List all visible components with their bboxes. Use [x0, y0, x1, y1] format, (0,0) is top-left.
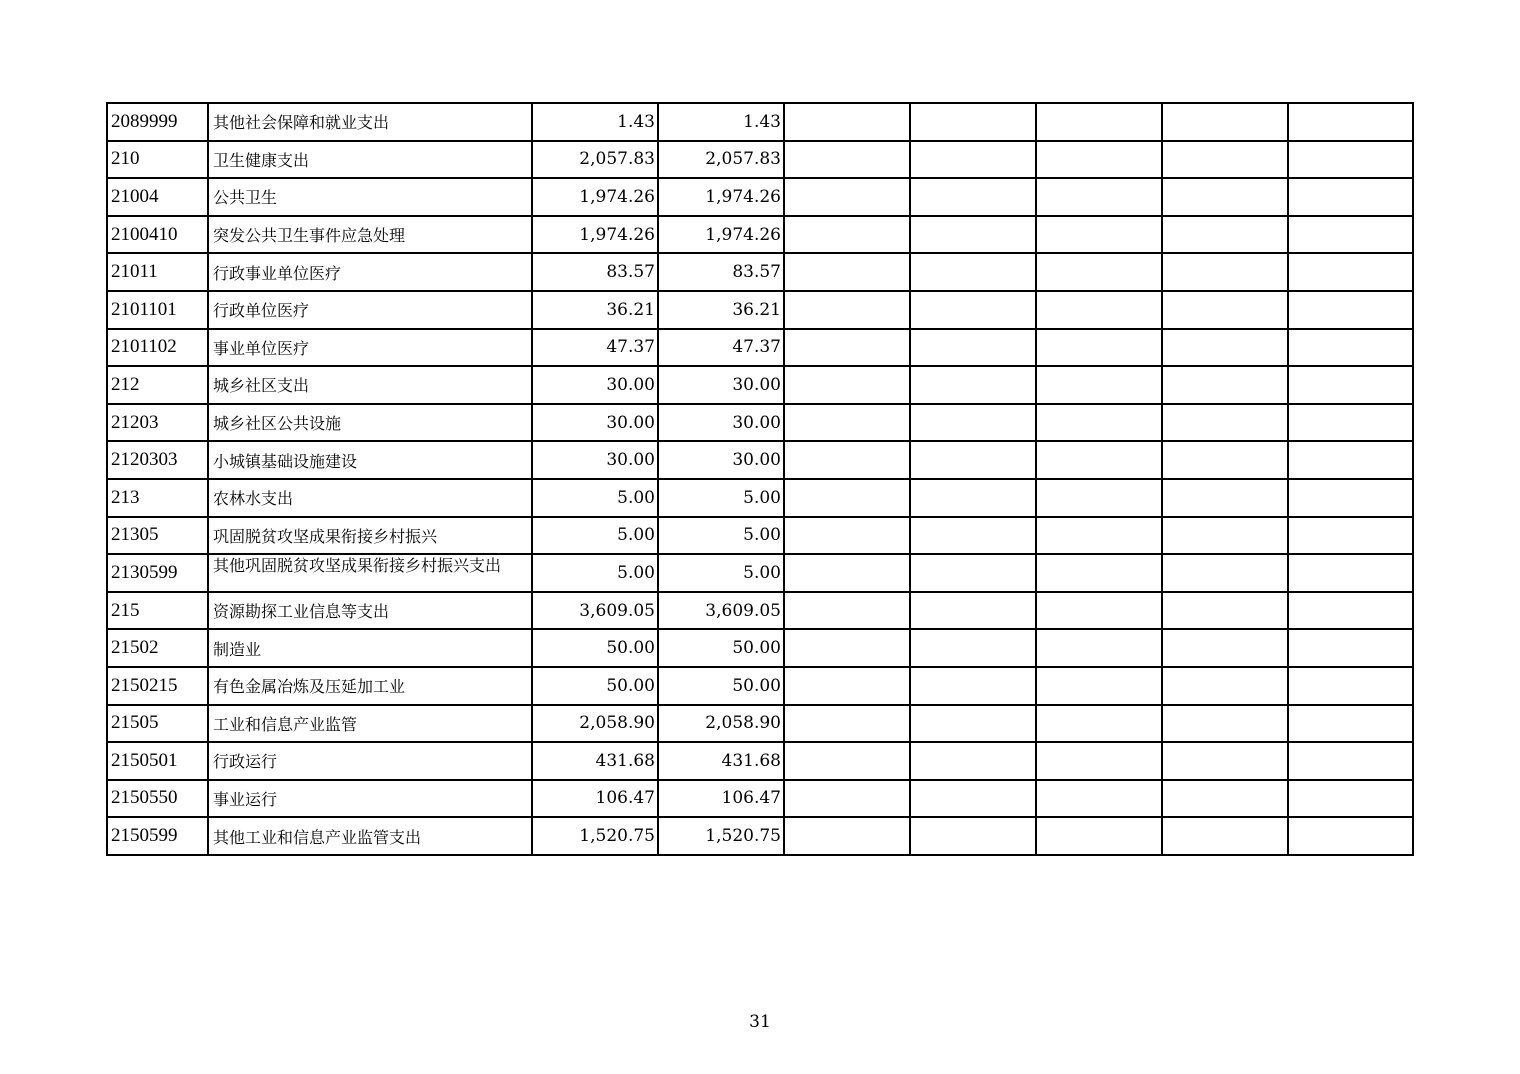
amount-cell [784, 329, 910, 367]
amount-cell [1288, 366, 1413, 404]
budget-table [106, 102, 1414, 856]
table-row [107, 253, 1413, 291]
subject-code-cell: 2150501 [107, 742, 208, 780]
amount-cell: 83.57 [532, 253, 658, 291]
amount-cell [784, 592, 910, 630]
amount-cell [1288, 705, 1413, 743]
amount-cell [910, 554, 1036, 592]
subject-name-cell: 突发公共卫生事件应急处理 [208, 216, 532, 254]
amount-cell [1036, 329, 1162, 367]
amount-cell [1036, 629, 1162, 667]
amount-cell [1288, 291, 1413, 329]
amount-cell [1162, 441, 1288, 479]
subject-code-cell: 2150599 [107, 817, 208, 855]
amount-cell [1162, 629, 1288, 667]
amount-cell: 106.47 [532, 780, 658, 818]
amount-cell [784, 141, 910, 179]
amount-cell [1036, 253, 1162, 291]
amount-cell [1036, 705, 1162, 743]
amount-cell: 30.00 [532, 441, 658, 479]
amount-cell [1036, 103, 1162, 141]
subject-name-cell: 行政单位医疗 [208, 291, 532, 329]
subject-name-cell: 其他工业和信息产业监管支出 [208, 817, 532, 855]
amount-cell: 2,057.83 [658, 141, 784, 179]
subject-code-cell: 21011 [107, 253, 208, 291]
table-row [107, 517, 1413, 555]
amount-cell [910, 178, 1036, 216]
amount-cell: 30.00 [658, 366, 784, 404]
amount-cell [1036, 479, 1162, 517]
amount-cell [1288, 554, 1413, 592]
subject-name-cell: 城乡社区公共设施 [208, 404, 532, 442]
amount-cell: 2,058.90 [658, 705, 784, 743]
table-row [107, 592, 1413, 630]
amount-cell [910, 141, 1036, 179]
amount-cell [910, 103, 1036, 141]
amount-cell [1162, 817, 1288, 855]
subject-name-cell: 事业单位医疗 [208, 329, 532, 367]
amount-cell: 36.21 [532, 291, 658, 329]
subject-name-cell: 其他社会保障和就业支出 [208, 103, 532, 141]
amount-cell [1162, 404, 1288, 442]
amount-cell [1288, 441, 1413, 479]
amount-cell [1162, 216, 1288, 254]
amount-cell: 50.00 [658, 629, 784, 667]
subject-code-cell: 2101101 [107, 291, 208, 329]
subject-code-cell: 21502 [107, 629, 208, 667]
subject-code-cell: 212 [107, 366, 208, 404]
amount-cell [1288, 329, 1413, 367]
amount-cell [910, 667, 1036, 705]
amount-cell [910, 705, 1036, 743]
amount-cell [784, 103, 910, 141]
amount-cell: 1,974.26 [532, 216, 658, 254]
amount-cell: 1.43 [532, 103, 658, 141]
amount-cell: 2,058.90 [532, 705, 658, 743]
amount-cell: 50.00 [532, 667, 658, 705]
amount-cell: 83.57 [658, 253, 784, 291]
amount-cell: 5.00 [658, 479, 784, 517]
amount-cell [1162, 705, 1288, 743]
amount-cell [1036, 291, 1162, 329]
amount-cell [784, 441, 910, 479]
amount-cell [784, 667, 910, 705]
amount-cell [1162, 291, 1288, 329]
amount-cell [784, 517, 910, 555]
amount-cell [784, 817, 910, 855]
table-row [107, 780, 1413, 818]
amount-cell [1288, 667, 1413, 705]
subject-name-cell: 其他巩固脱贫攻坚成果衔接乡村振兴支出 [208, 554, 532, 592]
subject-code-cell: 215 [107, 592, 208, 630]
table-row [107, 817, 1413, 855]
subject-name-cell: 行政运行 [208, 742, 532, 780]
amount-cell [1036, 742, 1162, 780]
table-row [107, 554, 1413, 592]
amount-cell [784, 366, 910, 404]
amount-cell [910, 629, 1036, 667]
amount-cell [1288, 253, 1413, 291]
amount-cell [1162, 554, 1288, 592]
amount-cell: 47.37 [532, 329, 658, 367]
amount-cell: 5.00 [658, 554, 784, 592]
amount-cell [784, 216, 910, 254]
amount-cell: 1,974.26 [532, 178, 658, 216]
amount-cell [910, 329, 1036, 367]
table-row [107, 216, 1413, 254]
amount-cell [784, 479, 910, 517]
page-number: 31 [749, 1012, 771, 1032]
amount-cell: 30.00 [532, 404, 658, 442]
amount-cell [1288, 178, 1413, 216]
subject-name-cell: 事业运行 [208, 780, 532, 818]
table-body [107, 103, 1413, 855]
amount-cell [784, 780, 910, 818]
amount-cell [1162, 479, 1288, 517]
amount-cell [1288, 780, 1413, 818]
amount-cell [910, 742, 1036, 780]
amount-cell [1162, 141, 1288, 179]
amount-cell [1162, 253, 1288, 291]
amount-cell: 5.00 [658, 517, 784, 555]
table-row [107, 404, 1413, 442]
subject-code-cell: 2130599 [107, 554, 208, 592]
table-row [107, 667, 1413, 705]
amount-cell [1162, 103, 1288, 141]
amount-cell: 1,520.75 [658, 817, 784, 855]
amount-cell: 1,974.26 [658, 216, 784, 254]
amount-cell: 30.00 [658, 404, 784, 442]
amount-cell [1288, 103, 1413, 141]
amount-cell [1288, 592, 1413, 630]
amount-cell: 2,057.83 [532, 141, 658, 179]
table-row [107, 291, 1413, 329]
subject-code-cell: 2150215 [107, 667, 208, 705]
subject-code-cell: 2150550 [107, 780, 208, 818]
amount-cell [784, 742, 910, 780]
amount-cell [1288, 216, 1413, 254]
table-row [107, 178, 1413, 216]
amount-cell [1036, 817, 1162, 855]
amount-cell [784, 291, 910, 329]
amount-cell [784, 705, 910, 743]
subject-name-cell: 有色金属冶炼及压延加工业 [208, 667, 532, 705]
amount-cell [1162, 780, 1288, 818]
subject-name-cell: 城乡社区支出 [208, 366, 532, 404]
amount-cell [784, 178, 910, 216]
amount-cell [1036, 667, 1162, 705]
table-row [107, 366, 1413, 404]
table-row [107, 141, 1413, 179]
amount-cell: 106.47 [658, 780, 784, 818]
table-row [107, 742, 1413, 780]
amount-cell [1288, 404, 1413, 442]
amount-cell [1288, 141, 1413, 179]
amount-cell [1036, 554, 1162, 592]
amount-cell [1162, 366, 1288, 404]
amount-cell [1036, 404, 1162, 442]
subject-code-cell: 21305 [107, 517, 208, 555]
amount-cell [784, 554, 910, 592]
amount-cell: 431.68 [658, 742, 784, 780]
amount-cell: 30.00 [532, 366, 658, 404]
amount-cell [784, 253, 910, 291]
amount-cell [910, 441, 1036, 479]
amount-cell [1036, 141, 1162, 179]
subject-name-cell: 工业和信息产业监管 [208, 705, 532, 743]
amount-cell: 5.00 [532, 479, 658, 517]
amount-cell [1036, 592, 1162, 630]
amount-cell: 1,520.75 [532, 817, 658, 855]
table-row [107, 629, 1413, 667]
amount-cell [910, 291, 1036, 329]
subject-code-cell: 21203 [107, 404, 208, 442]
subject-code-cell: 210 [107, 141, 208, 179]
amount-cell: 36.21 [658, 291, 784, 329]
subject-code-cell: 2100410 [107, 216, 208, 254]
table-row [107, 441, 1413, 479]
amount-cell [1288, 742, 1413, 780]
amount-cell [784, 404, 910, 442]
amount-cell [910, 780, 1036, 818]
amount-cell [1036, 366, 1162, 404]
amount-cell: 50.00 [532, 629, 658, 667]
amount-cell [1162, 178, 1288, 216]
subject-name-cell: 农林水支出 [208, 479, 532, 517]
subject-name-cell: 行政事业单位医疗 [208, 253, 532, 291]
amount-cell: 30.00 [658, 441, 784, 479]
amount-cell: 47.37 [658, 329, 784, 367]
amount-cell [1036, 216, 1162, 254]
amount-cell [1036, 178, 1162, 216]
amount-cell [1162, 517, 1288, 555]
amount-cell: 1.43 [658, 103, 784, 141]
amount-cell: 5.00 [532, 517, 658, 555]
amount-cell [910, 216, 1036, 254]
amount-cell [1036, 517, 1162, 555]
amount-cell [1288, 817, 1413, 855]
amount-cell [1162, 742, 1288, 780]
subject-name-cell: 巩固脱贫攻坚成果衔接乡村振兴 [208, 517, 532, 555]
table-row [107, 705, 1413, 743]
subject-name-cell: 公共卫生 [208, 178, 532, 216]
amount-cell [1288, 629, 1413, 667]
amount-cell [910, 592, 1036, 630]
amount-cell [910, 517, 1036, 555]
subject-code-cell: 2101102 [107, 329, 208, 367]
amount-cell [910, 404, 1036, 442]
table-row [107, 479, 1413, 517]
amount-cell [1288, 517, 1413, 555]
subject-code-cell: 2089999 [107, 103, 208, 141]
amount-cell: 431.68 [532, 742, 658, 780]
amount-cell: 50.00 [658, 667, 784, 705]
subject-name-cell: 卫生健康支出 [208, 141, 532, 179]
subject-code-cell: 2120303 [107, 441, 208, 479]
amount-cell [1162, 592, 1288, 630]
amount-cell [910, 479, 1036, 517]
amount-cell: 3,609.05 [532, 592, 658, 630]
amount-cell [1036, 441, 1162, 479]
amount-cell [1162, 329, 1288, 367]
amount-cell [1162, 667, 1288, 705]
amount-cell [1288, 479, 1413, 517]
amount-cell: 3,609.05 [658, 592, 784, 630]
subject-code-cell: 213 [107, 479, 208, 517]
subject-name-cell: 小城镇基础设施建设 [208, 441, 532, 479]
amount-cell [1036, 780, 1162, 818]
amount-cell [784, 629, 910, 667]
subject-name-cell: 资源勘探工业信息等支出 [208, 592, 532, 630]
amount-cell: 5.00 [532, 554, 658, 592]
amount-cell [910, 817, 1036, 855]
subject-code-cell: 21004 [107, 178, 208, 216]
table-row [107, 329, 1413, 367]
subject-code-cell: 21505 [107, 705, 208, 743]
amount-cell [910, 366, 1036, 404]
amount-cell: 1,974.26 [658, 178, 784, 216]
table-row [107, 103, 1413, 141]
subject-name-cell: 制造业 [208, 629, 532, 667]
amount-cell [910, 253, 1036, 291]
